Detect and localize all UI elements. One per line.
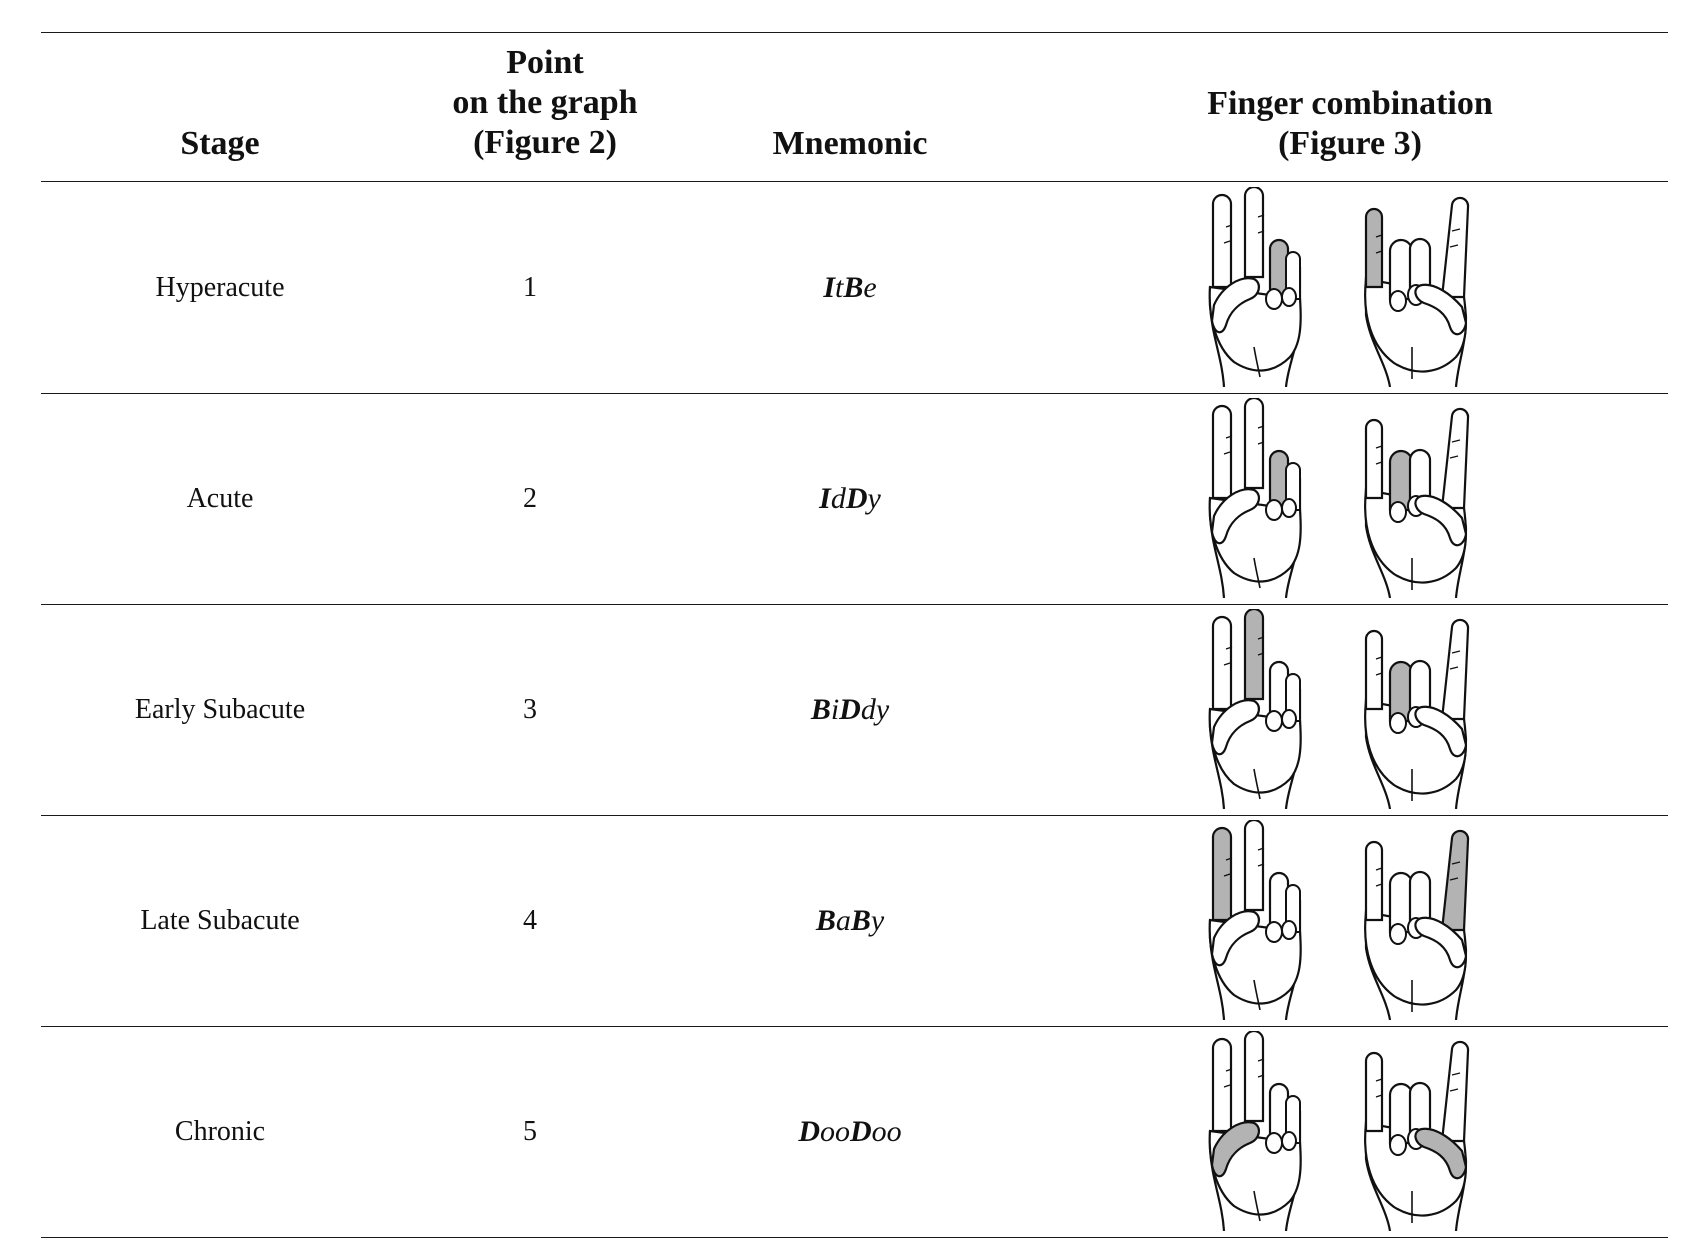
right-hand-index-finger	[1366, 842, 1382, 920]
header-stage: Stage	[180, 125, 260, 162]
mnemonic-letter: oo	[820, 1114, 850, 1148]
right-hand-index-finger	[1366, 631, 1382, 709]
right-hand-pinky-finger	[1442, 198, 1468, 297]
mnemonic-letter: t	[835, 270, 844, 304]
peace-sign-hand-icon	[1210, 187, 1301, 387]
top-rule	[41, 32, 1668, 33]
finger-combination-figure	[1180, 1031, 1490, 1231]
finger-combination	[1180, 187, 1490, 387]
row-stage: Early Subacute	[134, 693, 306, 725]
row-mnemonic	[700, 1115, 1000, 1149]
horns-sign-hand-icon	[1365, 620, 1468, 809]
right-hand-index-finger	[1366, 1053, 1382, 1131]
mnemonic-letter: e	[863, 270, 877, 304]
header-finger-line-1: Finger combination	[1207, 85, 1493, 122]
row-stage: Chronic	[174, 1115, 266, 1147]
right-hand-pinky-finger	[1442, 831, 1468, 930]
horns-sign-hand-icon	[1365, 831, 1468, 1020]
row-mnemonic	[700, 693, 1000, 727]
header-point-line-3: (Figure 2)	[473, 124, 617, 161]
mnemonic-letter: D	[839, 692, 861, 726]
finger-combination-figure	[1180, 820, 1490, 1020]
row-stage: Acute	[186, 482, 254, 514]
finger-combination	[1180, 609, 1490, 809]
row-point: 5	[523, 1115, 537, 1147]
row-rule	[41, 393, 1668, 394]
peace-sign-hand-icon	[1210, 609, 1301, 809]
mnemonic-letter: I	[819, 481, 831, 515]
right-hand-pinky-finger	[1442, 620, 1468, 719]
row-stage: Hyperacute	[155, 271, 285, 303]
mnemonic-letter: d	[830, 481, 846, 515]
finger-combination-figure	[1180, 187, 1490, 387]
mnemonic-letter: dy	[860, 692, 890, 726]
mnemonic-letter: D	[798, 1114, 820, 1148]
mnemonic-letter: B	[810, 692, 831, 726]
peace-sign-hand-icon	[1210, 398, 1301, 598]
row-rule	[41, 815, 1668, 816]
row-mnemonic	[700, 904, 1000, 938]
row-mnemonic	[700, 271, 1000, 305]
header-mnemonic: Mnemonic	[772, 125, 928, 162]
finger-combination-figure	[1180, 609, 1490, 809]
right-hand-index-finger	[1366, 420, 1382, 498]
mnemonic-letter: B	[850, 903, 871, 937]
mnemonic-letter: a	[835, 903, 851, 937]
finger-combination-figure	[1180, 398, 1490, 598]
mnemonic-letter: B	[815, 903, 836, 937]
mnemonic-letter: D	[845, 481, 868, 515]
mnemonic-letter: i	[830, 692, 840, 726]
header-finger-combination	[1160, 84, 1540, 164]
header-finger-line-2: (Figure 3)	[1278, 125, 1422, 162]
mnemonic-letter: I	[823, 270, 835, 304]
mnemonic-letter: y	[870, 903, 885, 937]
finger-combination	[1180, 820, 1490, 1020]
header-point-line-2: on the graph	[452, 84, 638, 121]
peace-sign-hand-icon	[1210, 820, 1301, 1020]
right-hand-pinky-finger	[1442, 409, 1468, 508]
horns-sign-hand-icon	[1365, 409, 1468, 598]
peace-sign-hand-icon	[1210, 1031, 1301, 1231]
mnemonic-letter: B	[843, 270, 864, 304]
row-point: 2	[523, 482, 537, 514]
mnemonic-letter: D	[850, 1114, 872, 1148]
header-point-line-1: Point	[506, 44, 584, 81]
row-point: 1	[523, 271, 537, 303]
header-point	[430, 43, 660, 163]
row-point: 3	[523, 693, 537, 725]
row-point: 4	[523, 904, 537, 936]
row-rule	[41, 1026, 1668, 1027]
header-rule	[41, 181, 1668, 182]
mnemonic-letter: y	[867, 481, 881, 515]
row-mnemonic	[700, 482, 1000, 516]
finger-combination	[1180, 1031, 1490, 1231]
row-stage: Late Subacute	[140, 904, 300, 936]
right-hand-pinky-finger	[1442, 1042, 1468, 1141]
horns-sign-hand-icon	[1365, 198, 1468, 387]
right-hand-index-finger	[1366, 209, 1382, 287]
row-rule	[41, 604, 1668, 605]
finger-combination	[1180, 398, 1490, 598]
mnemonic-letter: oo	[871, 1114, 902, 1148]
horns-sign-hand-icon	[1365, 1042, 1468, 1231]
